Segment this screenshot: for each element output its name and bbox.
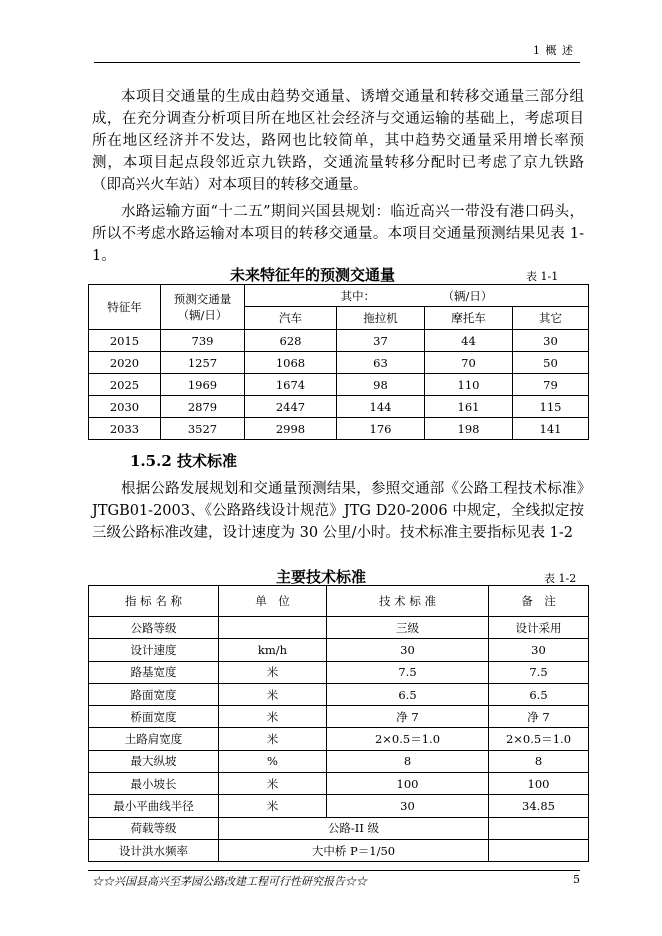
- table-cell: 路面宽度: [89, 683, 219, 705]
- table-cell: 98: [337, 374, 425, 396]
- header-cell: 特征年: [89, 285, 161, 330]
- table-cell: 8: [327, 750, 489, 772]
- table-cell: 110: [425, 374, 513, 396]
- table-cell: 设计采用: [489, 617, 589, 639]
- table-cell: 8: [489, 750, 589, 772]
- table-cell: 米: [219, 706, 327, 728]
- table-row: [89, 750, 589, 772]
- running-header: 1 概 述: [533, 44, 574, 57]
- table-cell: 176: [337, 418, 425, 440]
- footer-title: ☆☆兴国县高兴至茅园公路改建工程可行性研究报告☆☆: [92, 875, 367, 888]
- table-row: [89, 817, 589, 839]
- table-cell: 2020: [89, 352, 161, 374]
- header-cell: 指 标 名 称: [89, 586, 219, 617]
- table-cell: 公路-II 级: [219, 817, 489, 839]
- header-cell: 备 注: [489, 586, 589, 617]
- table-cell: 2×0.5＝1.0: [489, 728, 589, 750]
- table-cell: %: [219, 750, 327, 772]
- table-cell: 2998: [245, 418, 337, 440]
- table-row: [89, 374, 589, 396]
- header-cell: [161, 285, 245, 330]
- table-cell: km/h: [219, 639, 327, 661]
- table-cell: 米: [219, 728, 327, 750]
- table-cell: 1068: [245, 352, 337, 374]
- table-row: [89, 352, 589, 374]
- header-rule: [94, 62, 580, 63]
- table-cell: 161: [425, 396, 513, 418]
- table-cell: 2×0.5＝1.0: [327, 728, 489, 750]
- table-cell: 最小平曲线半径: [89, 795, 219, 817]
- table-cell: 37: [337, 330, 425, 352]
- table-cell: 63: [337, 352, 425, 374]
- paragraph-technical-standard: 根据公路发展规划和交通量预测结果，参照交通部《公路工程技术标准》JTGB01-2003、《公路路线设计规范》JTG D20-2006 中规定，全线拟定按三级公路标准改建，设计速度为 30 公里/小时。技术标准主要指标见表 1-2: [92, 481, 584, 541]
- table-cell: 7.5: [327, 661, 489, 683]
- table1-caption: 未来特征年的预测交通量: [230, 266, 396, 284]
- table-row: [89, 639, 589, 661]
- table-cell: 1257: [161, 352, 245, 374]
- table-row: [89, 661, 589, 683]
- table-cell: [219, 617, 327, 639]
- header-of-which-unit: （辆/日）: [442, 288, 493, 303]
- table-cell: 2025: [89, 374, 161, 396]
- table-cell: 荷载等级: [89, 817, 219, 839]
- table-cell: 7.5: [489, 661, 589, 683]
- table-row: [89, 683, 589, 705]
- table-cell: [489, 817, 589, 839]
- table-cell: 1674: [245, 374, 337, 396]
- table-cell: 30: [327, 639, 489, 661]
- table-cell: 100: [489, 773, 589, 795]
- table-cell: 净 7: [327, 706, 489, 728]
- table-cell: 最小坡长: [89, 773, 219, 795]
- table-cell: 739: [161, 330, 245, 352]
- table-header-row: [89, 285, 589, 307]
- table-row: [89, 795, 589, 817]
- table-row: [89, 330, 589, 352]
- table-cell: 198: [425, 418, 513, 440]
- table-cell: 设计速度: [89, 639, 219, 661]
- table-cell: 30: [513, 330, 589, 352]
- header-cell: 其它: [513, 307, 589, 330]
- traffic-forecast-table: [88, 284, 589, 440]
- table1-number: 表 1-1: [526, 270, 559, 283]
- paragraph-waterway: 水路运输方面“十二五”期间兴国县规划：临近高兴一带没有港口码头，所以不考虑水路运输对本项目的转移交通量。本项目交通量预测结果见表 1-1。: [92, 204, 584, 264]
- table-cell: 2033: [89, 418, 161, 440]
- table-cell: 6.5: [489, 683, 589, 705]
- table-row: [89, 773, 589, 795]
- table-cell: 30: [489, 639, 589, 661]
- table-row: [89, 396, 589, 418]
- header-cell: [245, 285, 589, 307]
- table-row: [89, 839, 589, 861]
- paragraph-traffic-generation: 本项目交通量的生成由趋势交通量、诱增交通量和转移交通量三部分组成，在充分调查分析项目所在地区社会经济与交通运输的基础上，考虑项目所在地区经济并不发达，路网也比较简单，其中趋势交通量采用增长率预测，本项目起点段邻近京九铁路，交通流量转移分配时已考虑了京九铁路（即高兴火车站）对本项目的转移交通量。: [92, 89, 584, 193]
- table-cell: 2447: [245, 396, 337, 418]
- footer-rule: [88, 870, 580, 871]
- header-cell: 拖拉机: [337, 307, 425, 330]
- table-cell: 70: [425, 352, 513, 374]
- table-cell: 米: [219, 795, 327, 817]
- table-cell: 30: [327, 795, 489, 817]
- table-cell: 三级: [327, 617, 489, 639]
- table-cell: 2030: [89, 396, 161, 418]
- table-cell: 144: [337, 396, 425, 418]
- page-number: 5: [573, 873, 580, 886]
- table-cell: 米: [219, 683, 327, 705]
- table-cell: 100: [327, 773, 489, 795]
- table-row: [89, 617, 589, 639]
- table-cell: 土路肩宽度: [89, 728, 219, 750]
- table-row: [89, 728, 589, 750]
- table-cell: [489, 839, 589, 861]
- table-cell: 米: [219, 773, 327, 795]
- table-cell: 最大纵坡: [89, 750, 219, 772]
- header-forecast: 预测交通量: [173, 292, 232, 306]
- table-cell: 2879: [161, 396, 245, 418]
- table-cell: 79: [513, 374, 589, 396]
- table-cell: 净 7: [489, 706, 589, 728]
- table-cell: 桥面宽度: [89, 706, 219, 728]
- header-of-which: 其中：: [340, 288, 376, 303]
- table-cell: 设计洪水频率: [89, 839, 219, 861]
- table-cell: 路基宽度: [89, 661, 219, 683]
- header-cell: 汽车: [245, 307, 337, 330]
- table-cell: 3527: [161, 418, 245, 440]
- header-cell: 单 位: [219, 586, 327, 617]
- table-row: [89, 706, 589, 728]
- section-title: 1.5.2 技术标准: [130, 452, 237, 470]
- table-cell: 大中桥 P＝1/50: [219, 839, 489, 861]
- table2-caption: 主要技术标准: [276, 568, 367, 586]
- table-cell: 公路等级: [89, 617, 219, 639]
- table-cell: 141: [513, 418, 589, 440]
- table-cell: 628: [245, 330, 337, 352]
- table-header-row: [89, 586, 589, 617]
- table-row: [89, 418, 589, 440]
- table2-number: 表 1-2: [544, 572, 577, 585]
- header-cell: 摩托车: [425, 307, 513, 330]
- table-cell: 1969: [161, 374, 245, 396]
- table-cell: 44: [425, 330, 513, 352]
- table-cell: 6.5: [327, 683, 489, 705]
- table-cell: 34.85: [489, 795, 589, 817]
- header-forecast-unit: （辆/日）: [177, 308, 228, 322]
- table-cell: 米: [219, 661, 327, 683]
- table-cell: 50: [513, 352, 589, 374]
- technical-standard-table: [88, 585, 589, 862]
- table-cell: 115: [513, 396, 589, 418]
- table-cell: 2015: [89, 330, 161, 352]
- header-cell: 技 术 标 准: [327, 586, 489, 617]
